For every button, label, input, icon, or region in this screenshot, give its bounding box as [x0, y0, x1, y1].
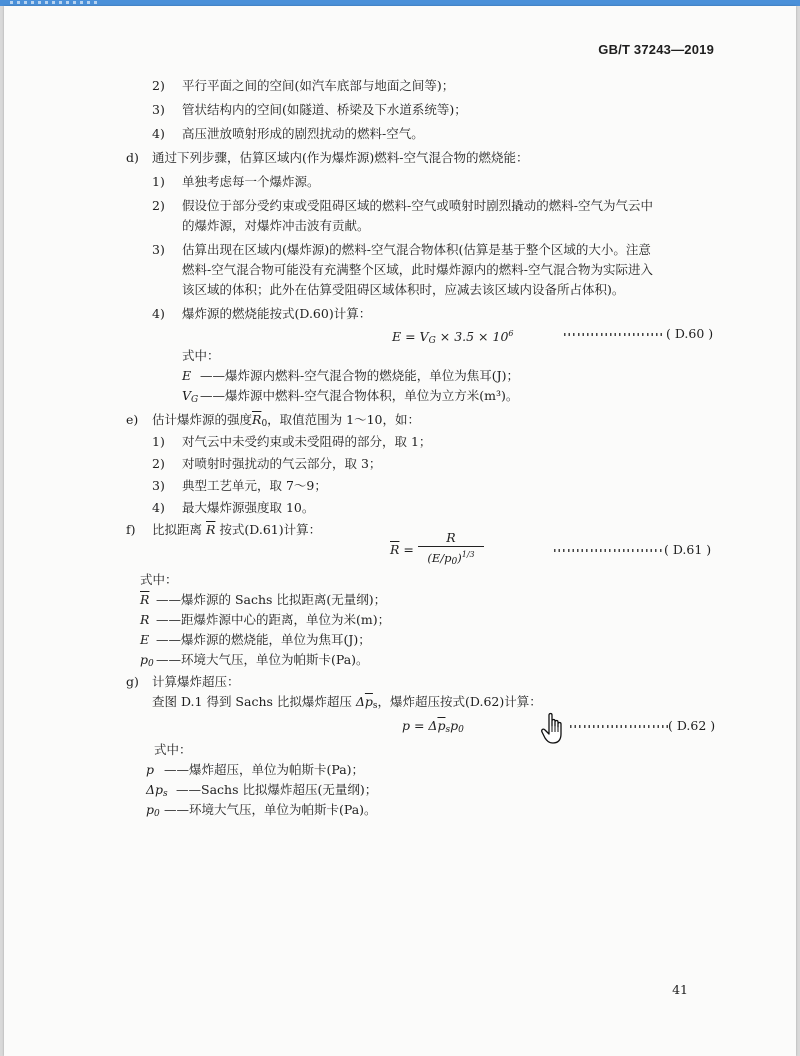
list-number: 3) — [152, 478, 165, 493]
sub-g: G — [191, 395, 199, 405]
where-symbol-v — [182, 388, 198, 408]
var-v: V — [419, 329, 429, 344]
item-label-d: d) — [126, 150, 139, 165]
where-desc: ——环境大气压，单位为帕斯卡(Pa)。 — [156, 652, 369, 667]
step-text: 该区域的体积；此外在估算受阻碍区域体积时，应减去该区域内设备所占体积)。 — [182, 282, 625, 297]
where-desc: ——爆炸源内燃料-空气混合物的燃烧能，单位为焦耳(J)； — [200, 368, 519, 383]
list-item-text: 平行平面之间的空间(如汽车底部与地面之间等)； — [182, 78, 455, 93]
sub-g: G — [428, 336, 436, 346]
sup-6: 6 — [508, 329, 514, 338]
where-symbol: E — [182, 368, 192, 383]
list-item-text: 管状结构内的空间(如隧道、桥梁及下水道系统等)； — [182, 102, 467, 117]
sub-s: s — [372, 701, 378, 711]
where-desc: ——爆炸超压，单位为帕斯卡(Pa)； — [164, 762, 365, 777]
fraction-bar — [418, 546, 484, 547]
where-label: 式中： — [154, 742, 192, 757]
item-f-post: 按式(D.61)计算： — [219, 522, 322, 537]
item-f-pre: 比拟距离 — [152, 522, 203, 537]
viewer-tab-dots — [10, 1, 100, 4]
step-text: 对气云中未受约束或未受阻碍的部分，取 1； — [182, 434, 432, 449]
list-number: 4) — [152, 126, 165, 141]
where-label: 式中： — [140, 572, 178, 587]
item-f-text — [152, 522, 321, 538]
where-symbol: Δp — [146, 782, 164, 797]
where-symbol: p — [146, 802, 155, 817]
page-number: 41 — [672, 982, 688, 997]
sub-0: 0 — [154, 809, 160, 819]
where-desc: ——环境大气压，单位为帕斯卡(Pa)。 — [164, 802, 377, 817]
where-symbol-dps — [146, 782, 168, 802]
step-text: 单独考虑每一个爆炸源。 — [182, 174, 320, 189]
where-desc: ——距爆炸源中心的距离，单位为米(m)； — [156, 612, 391, 627]
fraction-denominator: $(E/p_0)^{1/3}$ — [427, 550, 475, 567]
formula-d61-fraction — [418, 530, 484, 569]
item-g-text: 计算爆炸超压： — [152, 674, 240, 689]
where-desc: ——爆炸源中燃料-空气混合物体积，单位为立方米(m³)。 — [200, 388, 519, 403]
fraction-numerator: R — [446, 530, 456, 545]
dot-leader — [570, 725, 668, 728]
where-label: 式中： — [182, 348, 220, 363]
item-g-pre: 查图 D.1 得到 Sachs 比拟爆炸超压 — [152, 694, 352, 709]
symbol-r-bar: $\overline{R}$ — [252, 412, 262, 427]
step-text: 典型工艺单元，取 7～9； — [182, 478, 327, 493]
item-e-text — [152, 412, 420, 432]
hand-pointer-icon — [540, 712, 568, 746]
document-page — [4, 6, 796, 1056]
step-text: 爆炸源的燃烧能按式(D.60)计算： — [182, 306, 372, 321]
formula-d62: $p = \Delta\overline{p}_sp_0$ — [402, 718, 464, 735]
dot-leader — [564, 333, 664, 336]
formula-ref-d60: ( D.60 ) — [666, 326, 714, 341]
list-number: 2) — [152, 456, 165, 471]
symbol-delta-p-bar: $\Delta\overline{p}$ — [355, 694, 373, 709]
where-symbol: R — [140, 612, 150, 627]
list-item-text: 高压泄放喷射形成的剧烈扰动的燃料-空气。 — [182, 126, 424, 141]
list-number: 1) — [152, 434, 165, 449]
var-e: E — [392, 329, 402, 344]
sub-s: s — [163, 789, 168, 799]
var-r-bar: $\overline{R}$ — [390, 542, 400, 557]
list-number: 2) — [152, 78, 165, 93]
item-e-pre: 估计爆炸源的强度 — [152, 412, 253, 427]
list-number: 3) — [152, 102, 165, 117]
list-number: 2) — [152, 198, 165, 213]
formula-ref-d62: ( D.62 ) — [668, 718, 716, 733]
sub-0: 0 — [148, 659, 154, 669]
item-label-g: g) — [126, 674, 139, 689]
step-text: 估算出现在区域内(爆炸源)的燃料-空气混合物体积(估算是基于整个区域的大小。注意 — [182, 242, 651, 257]
formula-d61-lhs: $\overline{R}$ = — [390, 542, 414, 557]
where-symbol-p0 — [140, 652, 154, 672]
where-symbol: $\overline{R}$ — [140, 592, 150, 607]
dot-leader — [554, 549, 662, 552]
item-d-text: 通过下列步骤，估算区域内(作为爆炸源)燃料-空气混合物的燃烧能： — [152, 150, 529, 165]
list-number: 1) — [152, 174, 165, 189]
list-number: 4) — [152, 306, 165, 321]
step-text: 对喷射时强扰动的气云部分，取 3； — [182, 456, 382, 471]
list-number: 4) — [152, 500, 165, 515]
standard-code-header: GB/T 37243—2019 — [598, 42, 714, 57]
item-g-line2 — [152, 694, 542, 714]
where-desc: ——爆炸源的 Sachs 比拟距离(无量纲)； — [156, 592, 387, 607]
step-text: 的爆炸源，对爆炸冲击波有贡献。 — [182, 218, 370, 233]
step-text: 燃料-空气混合物可能没有充满整个区域，此时爆炸源内的燃料-空气混合物为实际进入 — [182, 262, 653, 277]
item-e-post: ，取值范围为 1～10，如： — [267, 412, 421, 427]
where-symbol: p — [146, 762, 155, 777]
list-number: 3) — [152, 242, 165, 257]
where-symbol: p — [140, 652, 149, 667]
item-label-f: f) — [126, 522, 136, 537]
where-desc: ——Sachs 比拟爆炸超压(无量纲)； — [176, 782, 378, 797]
sub-0: 0 — [261, 419, 268, 429]
item-label-e: e) — [126, 412, 139, 427]
step-text: 假设位于部分受约束或受阻碍区域的燃料-空气或喷射时剧烈撬动的燃料-空气为气云中 — [182, 198, 653, 213]
where-symbol-p0 — [146, 802, 160, 822]
where-symbol: E — [140, 632, 150, 647]
item-g-post: ，爆炸超压按式(D.62)计算： — [377, 694, 542, 709]
symbol-r-bar: $\overline{R}$ — [206, 522, 216, 537]
formula-d60: $E = V_G \times 3.5 \times 10^6$ — [392, 329, 514, 346]
formula-ref-d61: ( D.61 ) — [664, 542, 712, 557]
where-symbol: V — [182, 388, 192, 403]
step-text: 最大爆炸源强度取 10。 — [182, 500, 315, 515]
where-desc: ——爆炸源的燃烧能，单位为焦耳(J)； — [156, 632, 371, 647]
